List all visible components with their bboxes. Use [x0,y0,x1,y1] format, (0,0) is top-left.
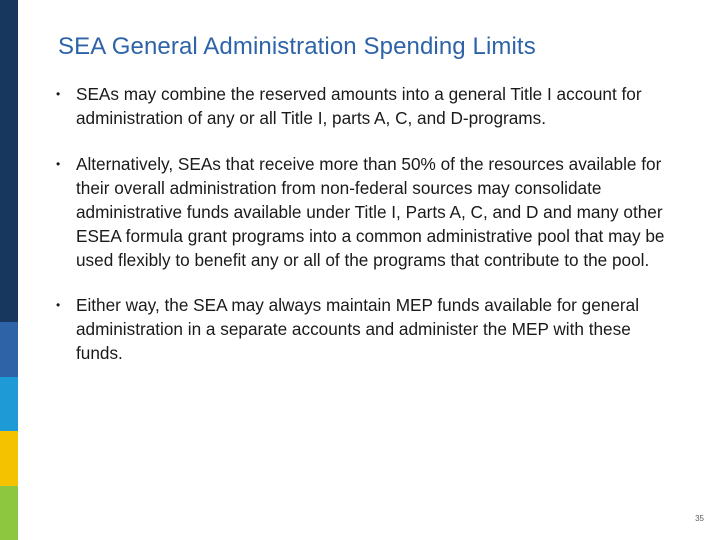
page-number: 35 [695,514,704,523]
bullet-text: Either way, the SEA may always maintain MEP funds available for general administration in a separate accounts and administer the MEP with these funds. [76,295,640,363]
accent-bar-blue [0,322,18,377]
accent-bar-navy [0,0,18,322]
bullet-marker: • [56,157,61,171]
bullet-item [56,293,668,365]
slide-title: SEA General Administration Spending Limits [58,33,536,60]
accent-bar-light-blue [0,377,18,431]
bullet-text: Alternatively, SEAs that receive more than 50% of the resources available for their overall administration from non-federal sources may consolidate administrative funds available under Title I, Parts A, C, and D and many other ESEA formula grant programs into a common administrative pool that may be used flexibly to benefit any or all of the programs that contribute to the pool. [76,154,665,270]
bullet-text: SEAs may combine the reserved amounts into a general Title I account for administration of any or all Title I, parts A, C, and D-programs. [76,84,642,128]
accent-bar [0,0,18,540]
bullet-item [56,82,668,130]
accent-bar-green [0,486,18,540]
bullet-marker: • [56,298,61,312]
accent-bar-yellow [0,431,18,486]
bullet-list [56,82,668,365]
bullet-item [56,152,668,272]
bullet-marker: • [56,87,61,101]
